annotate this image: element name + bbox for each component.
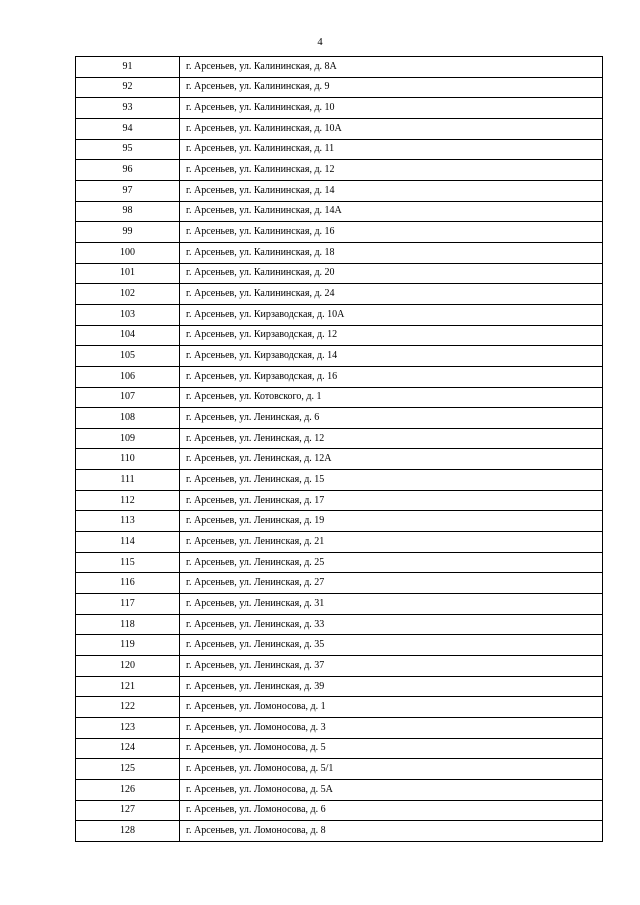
row-number-cell: 104 xyxy=(76,325,180,346)
table-row xyxy=(76,366,603,387)
row-number-cell: 91 xyxy=(76,57,180,78)
table-row xyxy=(76,57,603,78)
row-number-cell: 106 xyxy=(76,366,180,387)
address-cell: г. Арсеньев, ул. Калининская, д. 9 xyxy=(180,77,603,98)
table-row xyxy=(76,160,603,181)
row-number-cell: 122 xyxy=(76,697,180,718)
row-number-cell: 93 xyxy=(76,98,180,119)
address-cell: г. Арсеньев, ул. Ленинская, д. 17 xyxy=(180,490,603,511)
address-table-body xyxy=(76,57,603,842)
address-cell: г. Арсеньев, ул. Ленинская, д. 25 xyxy=(180,552,603,573)
row-number-cell: 109 xyxy=(76,428,180,449)
row-number-cell: 114 xyxy=(76,532,180,553)
address-cell: г. Арсеньев, ул. Калининская, д. 24 xyxy=(180,284,603,305)
table-row xyxy=(76,779,603,800)
address-cell: г. Арсеньев, ул. Ломоносова, д. 5 xyxy=(180,738,603,759)
address-cell: г. Арсеньев, ул. Кирзаводская, д. 12 xyxy=(180,325,603,346)
row-number-cell: 127 xyxy=(76,800,180,821)
row-number-cell: 116 xyxy=(76,573,180,594)
table-row xyxy=(76,656,603,677)
page-number: 4 xyxy=(317,37,323,48)
table-row xyxy=(76,552,603,573)
address-cell: г. Арсеньев, ул. Ленинская, д. 27 xyxy=(180,573,603,594)
table-row xyxy=(76,222,603,243)
table-row xyxy=(76,387,603,408)
row-number-cell: 101 xyxy=(76,263,180,284)
row-number-cell: 100 xyxy=(76,242,180,263)
address-cell: г. Арсеньев, ул. Ленинская, д. 6 xyxy=(180,408,603,429)
address-cell: г. Арсеньев, ул. Ленинская, д. 12А xyxy=(180,449,603,470)
table-row xyxy=(76,800,603,821)
address-cell: г. Арсеньев, ул. Калининская, д. 10 xyxy=(180,98,603,119)
address-cell: г. Арсеньев, ул. Калининская, д. 16 xyxy=(180,222,603,243)
row-number-cell: 125 xyxy=(76,759,180,780)
address-cell: г. Арсеньев, ул. Калининская, д. 18 xyxy=(180,242,603,263)
table-row xyxy=(76,98,603,119)
table-row xyxy=(76,676,603,697)
table-row xyxy=(76,635,603,656)
row-number-cell: 98 xyxy=(76,201,180,222)
table-row xyxy=(76,284,603,305)
address-cell: г. Арсеньев, ул. Ленинская, д. 37 xyxy=(180,656,603,677)
address-cell: г. Арсеньев, ул. Ленинская, д. 19 xyxy=(180,511,603,532)
row-number-cell: 113 xyxy=(76,511,180,532)
row-number-cell: 110 xyxy=(76,449,180,470)
row-number-cell: 123 xyxy=(76,718,180,739)
table-row xyxy=(76,242,603,263)
row-number-cell: 108 xyxy=(76,408,180,429)
table-row xyxy=(76,346,603,367)
table-row xyxy=(76,697,603,718)
row-number-cell: 111 xyxy=(76,470,180,491)
address-cell: г. Арсеньев, ул. Ленинская, д. 21 xyxy=(180,532,603,553)
address-cell: г. Арсеньев, ул. Калининская, д. 8А xyxy=(180,57,603,78)
table-row xyxy=(76,738,603,759)
row-number-cell: 112 xyxy=(76,490,180,511)
table-row xyxy=(76,304,603,325)
table-row xyxy=(76,449,603,470)
row-number-cell: 103 xyxy=(76,304,180,325)
table-row xyxy=(76,325,603,346)
address-cell: г. Арсеньев, ул. Ленинская, д. 15 xyxy=(180,470,603,491)
row-number-cell: 105 xyxy=(76,346,180,367)
row-number-cell: 95 xyxy=(76,139,180,160)
row-number-cell: 121 xyxy=(76,676,180,697)
address-cell: г. Арсеньев, ул. Кирзаводская, д. 16 xyxy=(180,366,603,387)
table-row xyxy=(76,614,603,635)
table-row xyxy=(76,139,603,160)
row-number-cell: 96 xyxy=(76,160,180,181)
row-number-cell: 117 xyxy=(76,594,180,615)
row-number-cell: 94 xyxy=(76,118,180,139)
table-row xyxy=(76,594,603,615)
row-number-cell: 119 xyxy=(76,635,180,656)
address-cell: г. Арсеньев, ул. Кирзаводская, д. 10А xyxy=(180,304,603,325)
address-cell: г. Арсеньев, ул. Ломоносова, д. 1 xyxy=(180,697,603,718)
row-number-cell: 92 xyxy=(76,77,180,98)
row-number-cell: 126 xyxy=(76,779,180,800)
address-cell: г. Арсеньев, ул. Ленинская, д. 12 xyxy=(180,428,603,449)
address-cell: г. Арсеньев, ул. Калининская, д. 20 xyxy=(180,263,603,284)
row-number-cell: 120 xyxy=(76,656,180,677)
address-cell: г. Арсеньев, ул. Ленинская, д. 39 xyxy=(180,676,603,697)
table-row xyxy=(76,77,603,98)
address-cell: г. Арсеньев, ул. Калининская, д. 12 xyxy=(180,160,603,181)
address-cell: г. Арсеньев, ул. Калининская, д. 11 xyxy=(180,139,603,160)
table-row xyxy=(76,490,603,511)
address-cell: г. Арсеньев, ул. Ленинская, д. 35 xyxy=(180,635,603,656)
table-row xyxy=(76,201,603,222)
address-cell: г. Арсеньев, ул. Ломоносова, д. 6 xyxy=(180,800,603,821)
address-cell: г. Арсеньев, ул. Котовского, д. 1 xyxy=(180,387,603,408)
table-row xyxy=(76,180,603,201)
table-row xyxy=(76,532,603,553)
table-row xyxy=(76,408,603,429)
address-cell: г. Арсеньев, ул. Калининская, д. 14 xyxy=(180,180,603,201)
table-row xyxy=(76,718,603,739)
table-row xyxy=(76,118,603,139)
row-number-cell: 115 xyxy=(76,552,180,573)
row-number-cell: 97 xyxy=(76,180,180,201)
row-number-cell: 128 xyxy=(76,821,180,842)
row-number-cell: 107 xyxy=(76,387,180,408)
address-cell: г. Арсеньев, ул. Ломоносова, д. 5А xyxy=(180,779,603,800)
address-table xyxy=(75,56,603,842)
address-cell: г. Арсеньев, ул. Ломоносова, д. 3 xyxy=(180,718,603,739)
address-cell: г. Арсеньев, ул. Ломоносова, д. 5/1 xyxy=(180,759,603,780)
address-cell: г. Арсеньев, ул. Ломоносова, д. 8 xyxy=(180,821,603,842)
address-cell: г. Арсеньев, ул. Калининская, д. 10А xyxy=(180,118,603,139)
address-cell: г. Арсеньев, ул. Калининская, д. 14А xyxy=(180,201,603,222)
table-row xyxy=(76,573,603,594)
table-row xyxy=(76,511,603,532)
row-number-cell: 99 xyxy=(76,222,180,243)
table-row xyxy=(76,428,603,449)
table-row xyxy=(76,263,603,284)
address-cell: г. Арсеньев, ул. Ленинская, д. 33 xyxy=(180,614,603,635)
address-cell: г. Арсеньев, ул. Ленинская, д. 31 xyxy=(180,594,603,615)
address-cell: г. Арсеньев, ул. Кирзаводская, д. 14 xyxy=(180,346,603,367)
table-row xyxy=(76,470,603,491)
table-row xyxy=(76,821,603,842)
row-number-cell: 124 xyxy=(76,738,180,759)
table-row xyxy=(76,759,603,780)
row-number-cell: 102 xyxy=(76,284,180,305)
row-number-cell: 118 xyxy=(76,614,180,635)
